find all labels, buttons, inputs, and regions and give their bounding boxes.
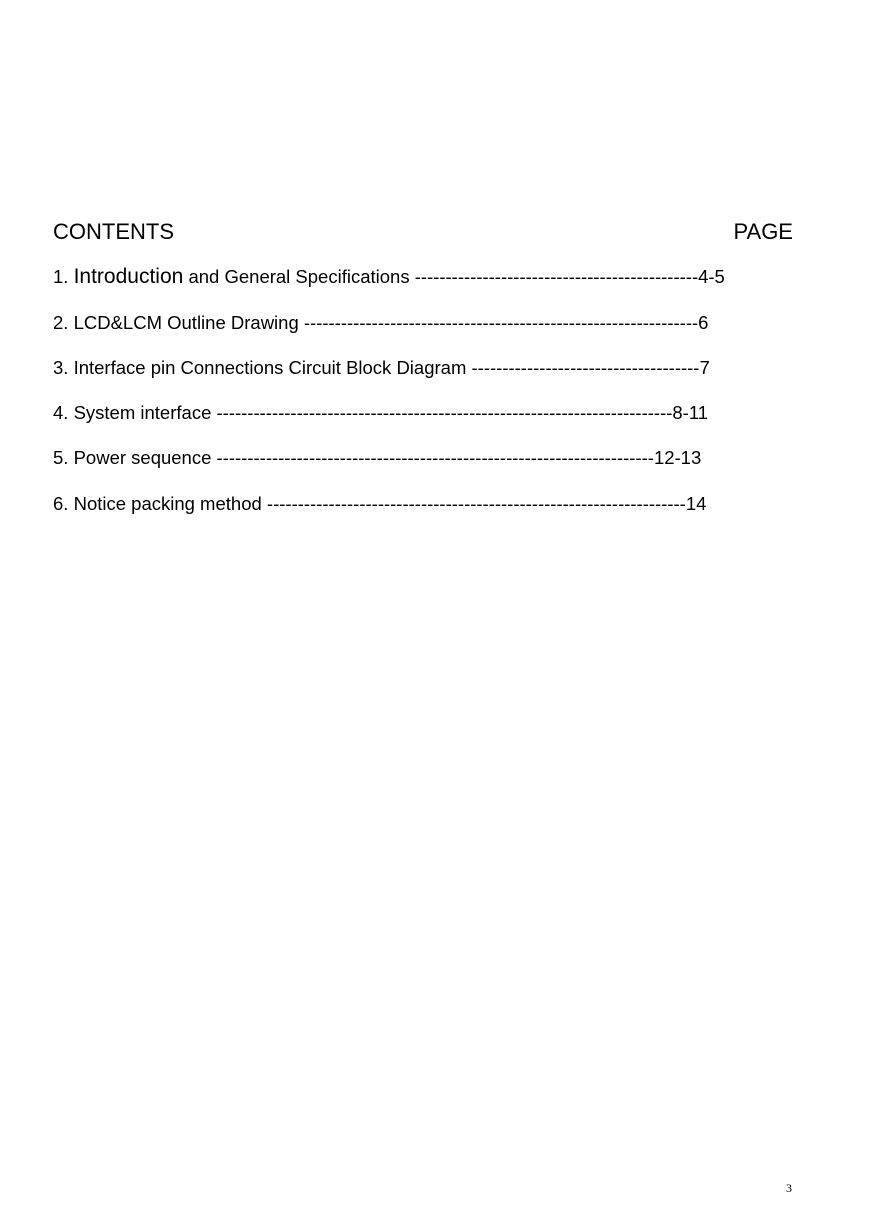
toc-entry-power-sequence xyxy=(53,445,701,471)
page-column-label: PAGE xyxy=(733,219,793,244)
toc-entry-title: Interface pin Connections Circuit Block Diagram xyxy=(73,357,467,378)
toc-entry-number: 1. xyxy=(53,266,69,287)
contents-title: CONTENTS xyxy=(53,219,174,244)
toc-entry-leader: -------------------------------------------------------------------------- xyxy=(216,402,673,423)
toc-entry-title-first-word: Introduction xyxy=(73,265,184,288)
toc-entry-number: 3. xyxy=(53,357,69,378)
toc-entry-system-interface xyxy=(53,400,708,426)
toc-entry-leader: ---------------------------------------------------------------- xyxy=(303,312,699,333)
toc-entry-introduction xyxy=(53,264,725,290)
toc-entry-pages: 14 xyxy=(685,493,707,514)
page-number: 3 xyxy=(786,1181,792,1195)
toc-entry-number: 6. xyxy=(53,493,69,514)
toc-entry-interface-pin-connections xyxy=(53,355,710,381)
toc-entry-pages: 8-11 xyxy=(672,402,709,423)
toc-entry-pages: 6 xyxy=(698,312,709,333)
contents-header xyxy=(53,218,793,246)
toc-entry-title: and General Specifications xyxy=(188,266,410,287)
toc-entry-leader: ------------------------------------- xyxy=(471,357,700,378)
toc-entry-leader: -------------------------------------------------------------------- xyxy=(266,493,686,514)
toc-entry-title: Power sequence xyxy=(73,447,212,468)
toc-entry-pages: 12-13 xyxy=(653,447,702,468)
toc-entry-leader: ---------------------------------------------- xyxy=(414,266,699,287)
toc-entry-number: 2. xyxy=(53,312,69,333)
toc-entry-title: System interface xyxy=(73,402,212,423)
toc-entry-outline-drawing xyxy=(53,310,708,336)
toc-entry-number: 5. xyxy=(53,447,69,468)
toc-entry-pages: 7 xyxy=(699,357,710,378)
toc-entry-leader: ----------------------------------------------------------------------- xyxy=(216,447,654,468)
toc-entry-title: Notice packing method xyxy=(73,493,262,514)
toc-entry-number: 4. xyxy=(53,402,69,423)
toc-entry-title: LCD&LCM Outline Drawing xyxy=(73,312,299,333)
toc-entry-pages: 4-5 xyxy=(698,266,725,287)
toc-entry-notice-packing xyxy=(53,491,706,517)
